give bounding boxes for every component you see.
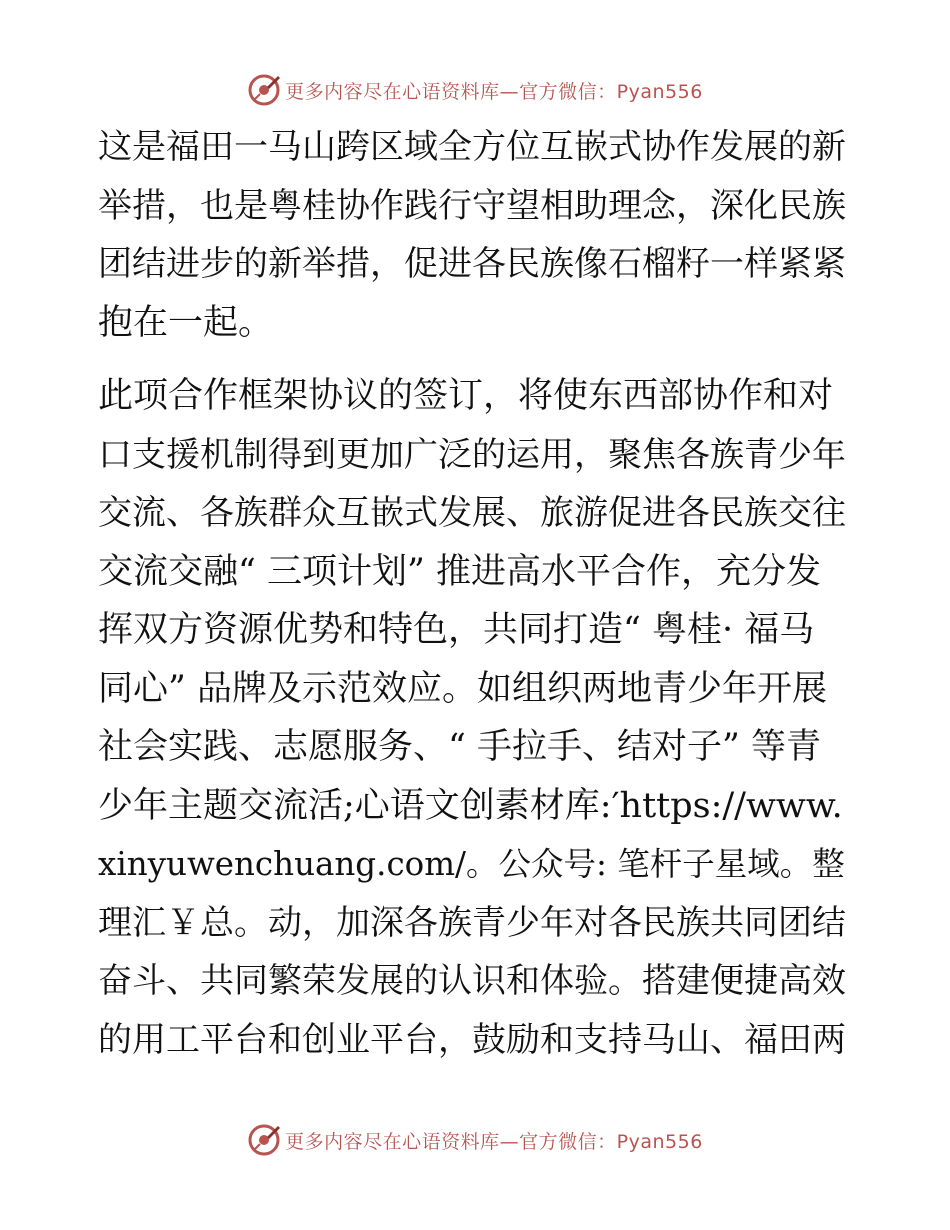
text-line: 同心” 品牌及示范效应。如组织两地青少年开展 bbox=[98, 668, 828, 709]
paragraph-1 bbox=[98, 118, 850, 352]
text-line: 抱在一起。 bbox=[98, 302, 274, 343]
text-line: 交流交融“ 三项计划” 推进高水平合作，充分发 bbox=[98, 551, 822, 592]
document-body bbox=[98, 118, 850, 1069]
footer-banner bbox=[0, 1120, 950, 1160]
text-line: 的用工平台和创业平台，鼓励和支持马山、福田两 bbox=[98, 1019, 846, 1060]
paragraph-2 bbox=[98, 367, 850, 1069]
text-line: 理汇￥总。动，加深各族青少年对各民族共同团结 bbox=[98, 902, 846, 943]
text-line: 交流、各族群众互嵌式发展、旅游促进各民族交往 bbox=[98, 493, 846, 533]
text-line: 这是福田一马山跨区域全方位互嵌式协作发展的新 bbox=[98, 127, 846, 167]
text-line: 口支援机制得到更加广泛的运用，聚焦各族青少年 bbox=[98, 434, 846, 475]
text-line: 挥双方资源优势和特色，共同打造“ 粤桂· 福马 bbox=[98, 610, 815, 650]
header-banner bbox=[0, 70, 950, 110]
footer-banner-text: 更多内容尽在心语资料库—官方微信：Pyan556 bbox=[285, 1130, 703, 1153]
text-line: 社会实践、志愿服务、“ 手拉手、结对子” 等青 bbox=[98, 727, 822, 767]
text-line: 举措，也是粤桂协作践行守望相助理念，深化民族 bbox=[98, 185, 846, 226]
text-line: 此项合作框架协议的签订，将使东西部协作和对 bbox=[98, 376, 834, 416]
quill-seal-icon bbox=[247, 73, 281, 107]
header-banner-text: 更多内容尽在心语资料库—官方微信：Pyan556 bbox=[285, 80, 703, 103]
text-line: 奋斗、共同繁荣发展的认识和体验。搭建便捷高效 bbox=[98, 961, 846, 1001]
text-line: xinyuwenchuang.com/。公众号: 笔杆子星域。整 bbox=[98, 845, 845, 883]
quill-seal-icon bbox=[247, 1123, 281, 1157]
text-line: 团结进步的新举措，促进各民族像石榴籽一样紧紧 bbox=[98, 244, 846, 284]
text-line: 少年主题交流活;心语文创素材库:′https://www. bbox=[98, 785, 843, 826]
paragraph-gap bbox=[98, 352, 850, 367]
